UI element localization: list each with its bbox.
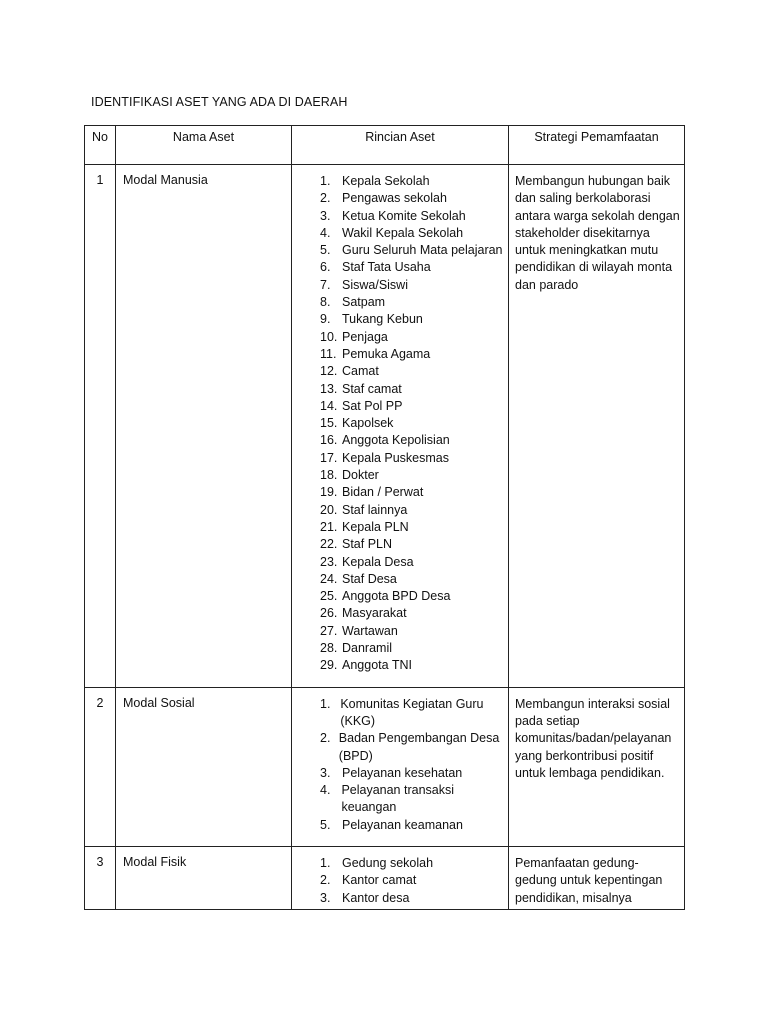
list-item-number: 2. bbox=[320, 731, 331, 746]
list-item bbox=[292, 855, 508, 872]
list-item bbox=[292, 657, 508, 674]
list-item bbox=[292, 432, 508, 449]
list-item-text: Kepala Desa bbox=[342, 554, 414, 569]
list-item-number: 22. bbox=[320, 537, 338, 552]
list-item-number: 3. bbox=[320, 890, 331, 905]
list-item-number: 26. bbox=[320, 606, 338, 621]
list-item-text: Anggota Kepolisian bbox=[342, 433, 450, 448]
list-item-number: 4. bbox=[320, 783, 331, 798]
row-number: 2 bbox=[85, 687, 116, 846]
asset-table bbox=[84, 125, 685, 910]
list-item bbox=[292, 311, 508, 328]
asset-details bbox=[292, 165, 509, 688]
list-item bbox=[292, 519, 508, 536]
list-item-number: 18. bbox=[320, 468, 338, 483]
list-item bbox=[292, 640, 508, 657]
list-item bbox=[292, 765, 508, 782]
list-item-text: Guru Seluruh Mata pelajaran bbox=[342, 243, 503, 258]
list-item-number: 25. bbox=[320, 589, 338, 604]
list-item-text: Staf Desa bbox=[342, 571, 397, 586]
list-item-text: Danramil bbox=[342, 641, 393, 656]
list-item-number: 13. bbox=[320, 381, 338, 396]
list-item bbox=[292, 817, 508, 834]
list-item bbox=[292, 173, 508, 190]
document-title: IDENTIFIKASI ASET YANG ADA DI DAERAH bbox=[91, 95, 348, 109]
list-item-text: Badan Pengembangan Desa (BPD) bbox=[338, 731, 500, 763]
list-item bbox=[292, 190, 508, 207]
list-item-number: 2. bbox=[320, 191, 331, 206]
list-item-text: Dokter bbox=[342, 468, 379, 483]
list-item-number: 10. bbox=[320, 329, 338, 344]
list-item bbox=[292, 571, 508, 588]
list-item bbox=[292, 242, 508, 259]
utilization-strategy: Pemanfaatan gedung-gedung untuk kepentingan pendidikan, misalnya bbox=[509, 846, 685, 909]
list-item bbox=[292, 277, 508, 294]
list-item bbox=[292, 782, 508, 817]
table-row bbox=[85, 687, 685, 846]
list-item-text: Staf camat bbox=[342, 381, 402, 396]
list-item-text: Kepala Sekolah bbox=[342, 174, 430, 188]
list-item-text: Staf PLN bbox=[342, 537, 393, 552]
list-item bbox=[292, 208, 508, 225]
list-item-number: 23. bbox=[320, 554, 338, 569]
asset-detail-list bbox=[292, 173, 508, 675]
list-item bbox=[292, 346, 508, 363]
header-strategi: Strategi Pemamfaatan bbox=[509, 126, 685, 165]
list-item bbox=[292, 415, 508, 432]
asset-name: Modal Manusia bbox=[116, 165, 292, 688]
list-item bbox=[292, 502, 508, 519]
table-header-row bbox=[85, 126, 685, 165]
asset-detail-list bbox=[292, 855, 508, 907]
list-item bbox=[292, 872, 508, 889]
list-item-text: Pemuka Agama bbox=[342, 346, 431, 361]
list-item-number: 8. bbox=[320, 295, 331, 310]
list-item-number: 24. bbox=[320, 571, 338, 586]
header-nama-aset: Nama Aset bbox=[116, 126, 292, 165]
list-item-text: Kapolsek bbox=[342, 416, 394, 431]
list-item-number: 6. bbox=[320, 260, 331, 275]
list-item-number: 16. bbox=[320, 433, 338, 448]
list-item-text: Wakil Kepala Sekolah bbox=[342, 225, 464, 240]
asset-details bbox=[292, 687, 509, 846]
list-item-text: Pengawas sekolah bbox=[342, 191, 447, 206]
list-item-text: Anggota BPD Desa bbox=[342, 589, 451, 604]
list-item-text: Kepala PLN bbox=[342, 519, 409, 534]
list-item-number: 14. bbox=[320, 398, 338, 413]
asset-details bbox=[292, 846, 509, 909]
list-item-number: 7. bbox=[320, 277, 331, 292]
asset-name: Modal Fisik bbox=[116, 846, 292, 909]
table-row bbox=[85, 165, 685, 688]
list-item-number: 3. bbox=[320, 765, 331, 780]
list-item-number: 1. bbox=[320, 174, 331, 188]
list-item bbox=[292, 450, 508, 467]
list-item bbox=[292, 467, 508, 484]
list-item-text: Ketua Komite Sekolah bbox=[342, 208, 466, 223]
list-item-text: Staf Tata Usaha bbox=[342, 260, 431, 275]
list-item-text: Kantor desa bbox=[342, 890, 410, 905]
list-item-text: Kantor camat bbox=[342, 873, 417, 888]
list-item-text: Pelayanan transaksi keuangan bbox=[341, 783, 455, 815]
list-item-text: Pelayanan keamanan bbox=[342, 817, 463, 832]
list-item-text: Masyarakat bbox=[342, 606, 407, 621]
utilization-strategy: Membangun hubungan baik dan saling berkolaborasi antara warga sekolah dengan stakeholder disekitarnya untuk meningkatkan mutu pendidikan di wilayah monta dan parado bbox=[509, 165, 685, 688]
table-body bbox=[85, 165, 685, 910]
list-item-number: 1. bbox=[320, 696, 331, 711]
list-item-number: 28. bbox=[320, 641, 338, 656]
list-item-number: 17. bbox=[320, 450, 338, 465]
list-item-number: 19. bbox=[320, 485, 338, 500]
utilization-strategy: Membangun interaksi sosial pada setiap komunitas/badan/pelayanan yang berkontribusi positif untuk lembaga pendidikan. bbox=[509, 687, 685, 846]
list-item-text: Tukang Kebun bbox=[342, 312, 423, 327]
list-item-number: 4. bbox=[320, 225, 331, 240]
list-item-number: 27. bbox=[320, 623, 338, 638]
list-item-number: 29. bbox=[320, 658, 338, 673]
list-item-text: Staf lainnya bbox=[342, 502, 408, 517]
list-item bbox=[292, 536, 508, 553]
list-item-number: 15. bbox=[320, 416, 338, 431]
list-item bbox=[292, 605, 508, 622]
list-item bbox=[292, 730, 508, 765]
list-item-text: Penjaga bbox=[342, 329, 388, 344]
header-rincian-aset: Rincian Aset bbox=[292, 126, 509, 165]
list-item-text: Sat Pol PP bbox=[342, 398, 403, 413]
list-item bbox=[292, 381, 508, 398]
list-item-number: 21. bbox=[320, 519, 338, 534]
list-item bbox=[292, 484, 508, 501]
list-item-number: 5. bbox=[320, 817, 331, 832]
list-item-text: Anggota TNI bbox=[342, 658, 412, 673]
list-item bbox=[292, 225, 508, 242]
list-item bbox=[292, 623, 508, 640]
list-item-text: Camat bbox=[342, 364, 379, 379]
list-item bbox=[292, 398, 508, 415]
list-item-number: 3. bbox=[320, 208, 331, 223]
table-row bbox=[85, 846, 685, 909]
list-item bbox=[292, 696, 508, 731]
list-item-number: 5. bbox=[320, 243, 331, 258]
list-item-number: 20. bbox=[320, 502, 338, 517]
row-number: 1 bbox=[85, 165, 116, 688]
asset-name: Modal Sosial bbox=[116, 687, 292, 846]
list-item bbox=[292, 554, 508, 571]
list-item bbox=[292, 329, 508, 346]
list-item bbox=[292, 294, 508, 311]
list-item-number: 9. bbox=[320, 312, 331, 327]
list-item-text: Kepala Puskesmas bbox=[342, 450, 450, 465]
list-item-text: Bidan / Perwat bbox=[342, 485, 424, 500]
list-item-text: Satpam bbox=[342, 295, 386, 310]
row-number: 3 bbox=[85, 846, 116, 909]
list-item-number: 2. bbox=[320, 873, 331, 888]
list-item bbox=[292, 363, 508, 380]
list-item-text: Wartawan bbox=[342, 623, 398, 638]
list-item-text: Komunitas Kegiatan Guru (KKG) bbox=[340, 696, 484, 728]
list-item-text: Gedung sekolah bbox=[342, 855, 434, 870]
list-item bbox=[292, 588, 508, 605]
list-item-text: Pelayanan kesehatan bbox=[342, 765, 463, 780]
list-item-text: Siswa/Siswi bbox=[342, 277, 408, 292]
asset-detail-list bbox=[292, 696, 508, 834]
list-item bbox=[292, 259, 508, 276]
list-item-number: 11. bbox=[320, 346, 337, 361]
list-item-number: 12. bbox=[320, 364, 338, 379]
list-item bbox=[292, 890, 508, 907]
header-no: No bbox=[85, 126, 116, 165]
list-item-number: 1. bbox=[320, 855, 331, 870]
